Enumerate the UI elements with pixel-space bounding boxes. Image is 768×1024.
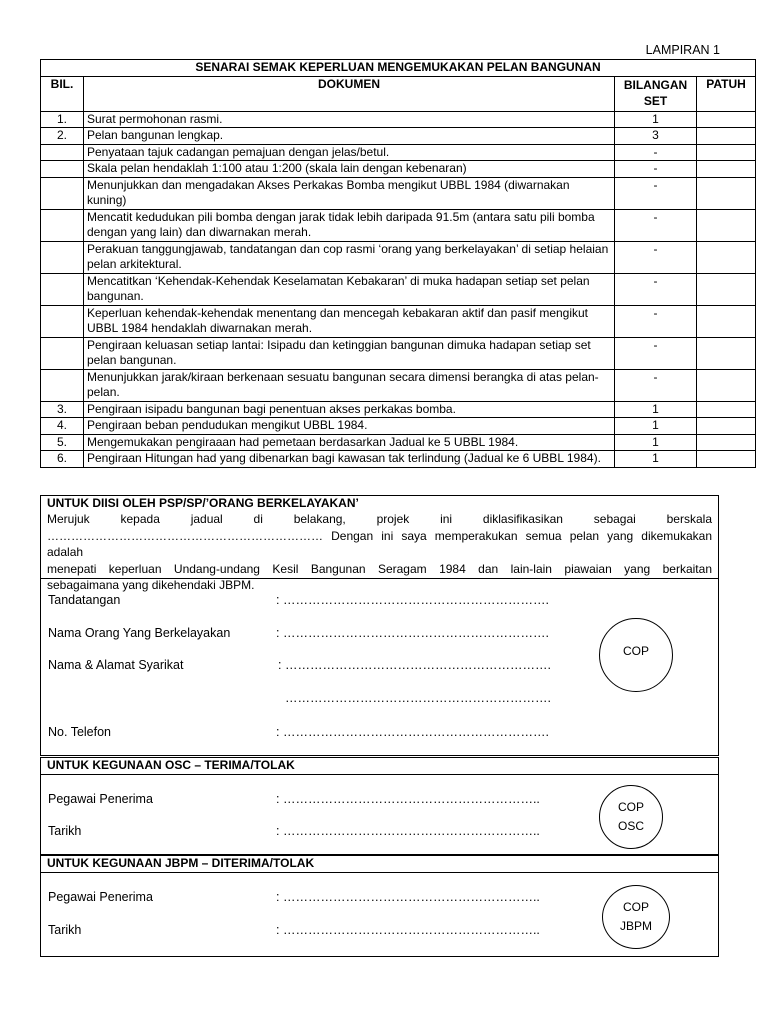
row-dokumen: Skala pelan hendaklah 1:100 atau 1:200 (skala lain dengan kebenaran)	[84, 161, 615, 178]
psp-line-2: …………………………………………………………… Dengan ini saya memperakukan semua pelan yang dikemukakan adalah	[47, 528, 712, 559]
row-dokumen: Keperluan kehendak-kehendak menentang dan mencegah kebakaran aktif dan pasif mengikut UBBL 1984 hendaklah diwarnakan merah.	[84, 305, 615, 337]
osc-tarikh-label: Tarikh	[48, 824, 82, 838]
table-title: SENARAI SEMAK KEPERLUAN MENGEMUKAKAN PELAN BANGUNAN	[41, 60, 756, 77]
jbpm-tarikh-label: Tarikh	[48, 923, 82, 937]
cop-stamp	[599, 618, 673, 692]
table-row	[41, 451, 756, 468]
row-bil: 5.	[41, 434, 84, 451]
row-patuh-cell[interactable]	[697, 418, 756, 435]
row-dokumen: Pengiraan Hitungan had yang dibenarkan bagi kawasan tak terlindung (Jadual ke 6 UBBL 1984).	[84, 451, 615, 468]
table-row	[41, 111, 756, 128]
header-patuh: PATUH	[697, 76, 756, 111]
row-bilangan-set: -	[615, 209, 697, 241]
row-dokumen: Mengemukakan pengiraaan had pemetaan berdasarkan Jadual ke 5 UBBL 1984.	[84, 434, 615, 451]
osc-pegawai-label: Pegawai Penerima	[48, 792, 153, 806]
header-bilangan-line1: BILANGAN	[623, 77, 688, 92]
telefon-field[interactable]: : ……………………………………………………….	[276, 725, 549, 739]
jbpm-section	[40, 855, 719, 957]
row-patuh-cell[interactable]	[697, 144, 756, 161]
row-dokumen: Surat permohonan rasmi.	[84, 111, 615, 128]
psp-line-3: menepati keperluan Undang-undang Kesil Bangunan Seragam 1984 dan lain-lain piawaian yang berkaitan	[47, 561, 712, 576]
table-row	[41, 369, 756, 401]
row-bilangan-set: -	[615, 305, 697, 337]
table-row	[41, 305, 756, 337]
row-patuh-cell[interactable]	[697, 434, 756, 451]
osc-title: UNTUK KEGUNAAN OSC – TERIMA/TOLAK	[41, 758, 718, 775]
header-bilangan-line2: SET	[643, 93, 668, 108]
row-patuh-cell[interactable]	[697, 177, 756, 209]
row-bilangan-set: 1	[615, 418, 697, 435]
table-row	[41, 273, 756, 305]
osc-stamp-line1: COP	[617, 800, 644, 814]
psp-line-1: Merujuk kepada jadual di belakang, projek ini diklasifikasikan sebagai berskala	[47, 512, 712, 526]
tandatangan-label: Tandatangan	[48, 593, 121, 607]
table-row	[41, 337, 756, 369]
jbpm-pegawai-label: Pegawai Penerima	[48, 890, 153, 904]
row-bil	[41, 241, 84, 273]
header-bil: BIL.	[41, 76, 84, 111]
row-patuh-cell[interactable]	[697, 241, 756, 273]
row-bilangan-set: -	[615, 177, 697, 209]
row-bilangan-set: -	[615, 369, 697, 401]
row-bilangan-set: 1	[615, 451, 697, 468]
row-dokumen: Pengiraan beban pendudukan mengikut UBBL 1984.	[84, 418, 615, 435]
row-bil: 3.	[41, 401, 84, 418]
row-patuh-cell[interactable]	[697, 305, 756, 337]
row-patuh-cell[interactable]	[697, 128, 756, 145]
cop-stamp-label: COP	[622, 643, 649, 658]
osc-stamp	[599, 785, 663, 849]
table-row	[41, 161, 756, 178]
row-dokumen: Mencatit kedudukan pili bomba dengan jarak tidak lebih daripada 91.5m (antara satu pili bomba dengan yang lain) dan diwarnakan merah.	[84, 209, 615, 241]
row-bil	[41, 337, 84, 369]
osc-tarikh-field[interactable]: : ……………………………………………………..	[276, 824, 540, 838]
row-bil: 2.	[41, 128, 84, 145]
row-dokumen: Mencatitkan ‘Kehendak-Kehendak Keselamatan Kebakaran’ di muka hadapan setiap set pelan bangunan.	[84, 273, 615, 305]
table-row	[41, 401, 756, 418]
nama-alamat-label: Nama & Alamat Syarikat	[48, 658, 184, 672]
row-dokumen: Pengiraan isipadu bangunan bagi penentuan akses perkakas bomba.	[84, 401, 615, 418]
psp-section	[40, 495, 719, 592]
table-row	[41, 241, 756, 273]
row-patuh-cell[interactable]	[697, 209, 756, 241]
osc-pegawai-field[interactable]: : ……………………………………………………..	[276, 792, 540, 806]
row-bil	[41, 209, 84, 241]
table-row	[41, 209, 756, 241]
header-bilangan-set	[615, 76, 697, 111]
lampiran-label: LAMPIRAN 1	[645, 43, 720, 57]
table-row	[41, 144, 756, 161]
osc-stamp-line2: OSC	[617, 819, 644, 833]
row-dokumen: Perakuan tanggungjawab, tandatangan dan cop rasmi ‘orang yang berkelayakan’ di setiap helaian pelan arkitektural.	[84, 241, 615, 273]
jbpm-tarikh-field[interactable]: : ……………………………………………………..	[276, 923, 540, 937]
row-patuh-cell[interactable]	[697, 401, 756, 418]
row-dokumen: Penyataan tajuk cadangan pemajuan dengan jelas/betul.	[84, 144, 615, 161]
psp-line-4: sebagaimana yang dikehendaki JBPM.	[47, 578, 255, 592]
row-dokumen: Menunjukkan dan mengadakan Akses Perkakas Bomba mengikut UBBL 1984 (diwarnakan kuning)	[84, 177, 615, 209]
row-dokumen: Menunjukkan jarak/kiraan berkenaan sesuatu bangunan secara dimensi berangka di atas pelan-pelan.	[84, 369, 615, 401]
nama-orang-label: Nama Orang Yang Berkelayakan	[48, 626, 231, 640]
table-row	[41, 434, 756, 451]
jbpm-title: UNTUK KEGUNAAN JBPM – DITERIMA/TOLAK	[41, 856, 718, 873]
row-patuh-cell[interactable]	[697, 369, 756, 401]
row-bilangan-set: -	[615, 161, 697, 178]
alamat-field-line2[interactable]: ……………………………………………………….	[285, 691, 551, 705]
row-dokumen: Pengiraan keluasan setiap lantai: Isipadu dan ketinggian bangunan dimuka hadapan setiap set pelan bangunan.	[84, 337, 615, 369]
row-bil	[41, 161, 84, 178]
row-bil	[41, 369, 84, 401]
jbpm-stamp	[602, 885, 670, 949]
row-patuh-cell[interactable]	[697, 111, 756, 128]
row-bil	[41, 305, 84, 337]
checklist-table	[40, 59, 756, 468]
table-row	[41, 418, 756, 435]
row-dokumen: Pelan bangunan lengkap.	[84, 128, 615, 145]
row-patuh-cell[interactable]	[697, 161, 756, 178]
nama-orang-field[interactable]: : ……………………………………………………….	[276, 626, 549, 640]
table-body	[41, 111, 756, 467]
row-bilangan-set: -	[615, 273, 697, 305]
table-row	[41, 177, 756, 209]
telefon-label: No. Telefon	[48, 725, 112, 739]
row-patuh-cell[interactable]	[697, 451, 756, 468]
row-bil: 1.	[41, 111, 84, 128]
row-bil	[41, 273, 84, 305]
row-bilangan-set: 1	[615, 434, 697, 451]
row-bilangan-set: -	[615, 144, 697, 161]
psp-title: UNTUK DIISI OLEH PSP/SP/’ORANG BERKELAYAKAN’	[47, 496, 359, 510]
signature-section	[40, 577, 719, 756]
row-bil	[41, 144, 84, 161]
tandatangan-field[interactable]: : ……………………………………………………….	[276, 593, 549, 607]
row-patuh-cell[interactable]	[697, 337, 756, 369]
header-dokumen: DOKUMEN	[84, 76, 615, 111]
row-patuh-cell[interactable]	[697, 273, 756, 305]
row-bil: 6.	[41, 451, 84, 468]
row-bilangan-set: 1	[615, 111, 697, 128]
table-row	[41, 128, 756, 145]
jbpm-stamp-line2: JBPM	[619, 919, 652, 933]
row-bil: 4.	[41, 418, 84, 435]
jbpm-pegawai-field[interactable]: : ……………………………………………………..	[276, 890, 540, 904]
nama-alamat-field[interactable]: : ……………………………………………………….	[278, 658, 551, 672]
row-bil	[41, 177, 84, 209]
row-bilangan-set: 1	[615, 401, 697, 418]
osc-section	[40, 757, 719, 855]
row-bilangan-set: -	[615, 241, 697, 273]
jbpm-stamp-line1: COP	[622, 900, 649, 914]
row-bilangan-set: -	[615, 337, 697, 369]
row-bilangan-set: 3	[615, 128, 697, 145]
